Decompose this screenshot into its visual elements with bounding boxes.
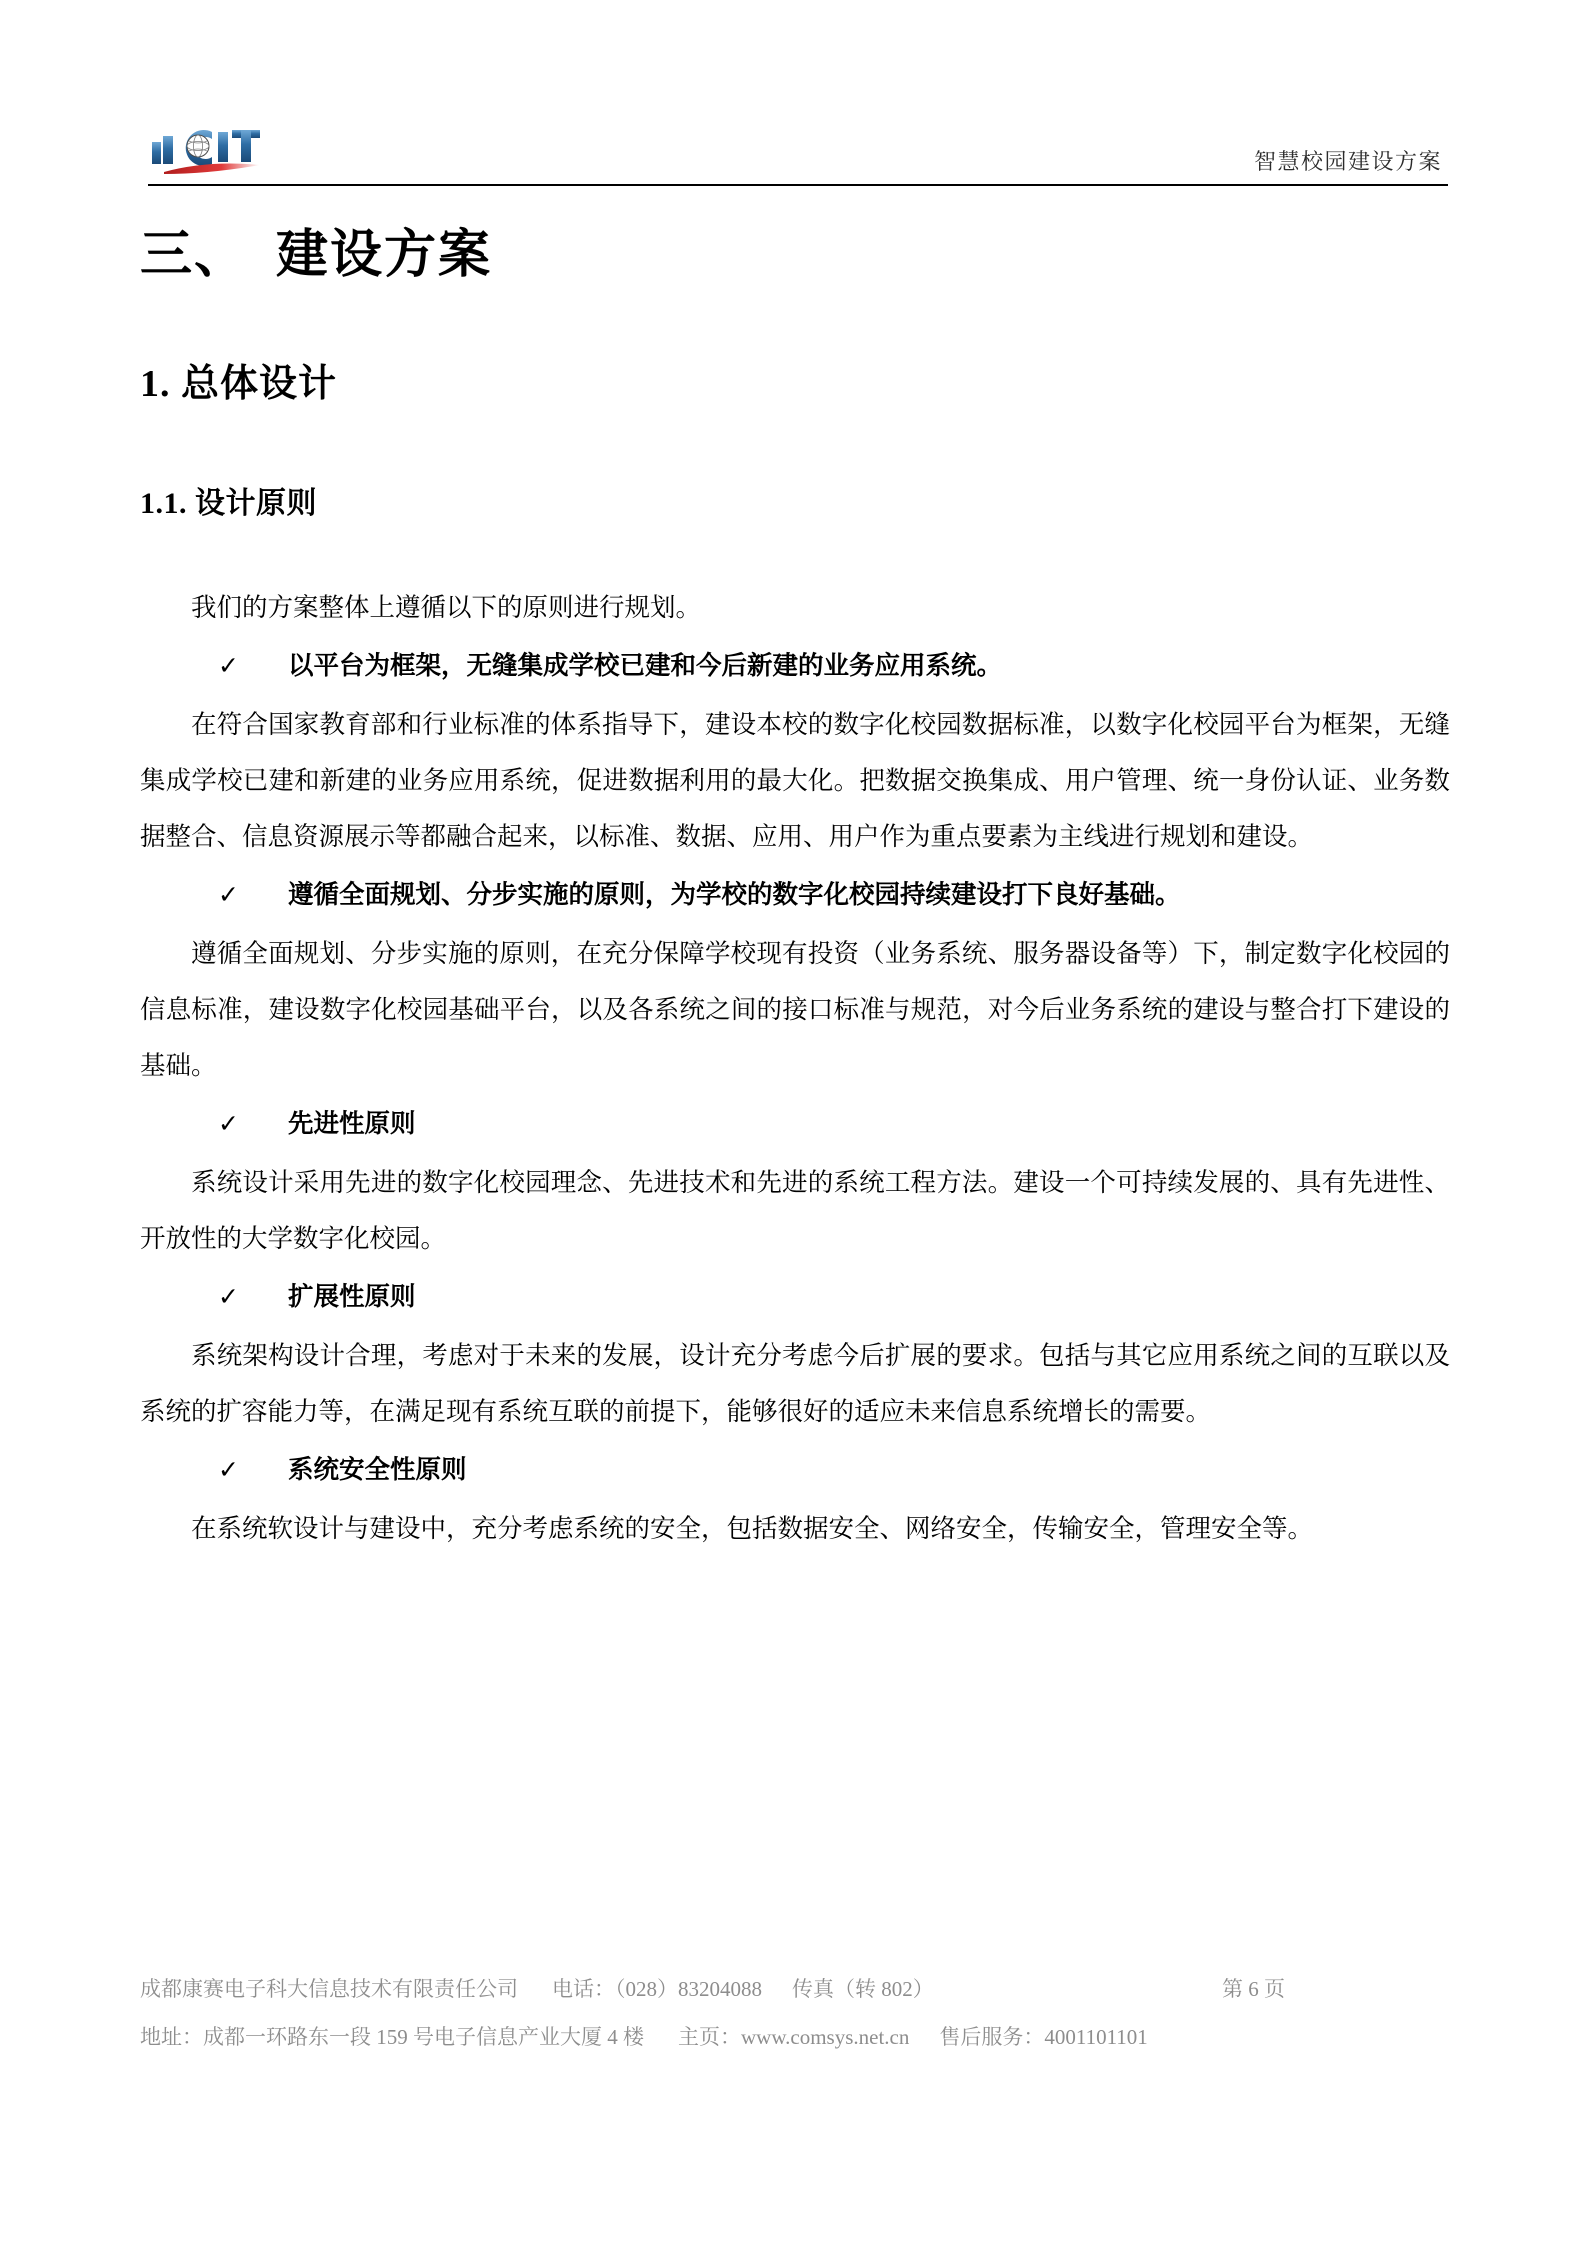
check-icon: ✓ — [218, 1457, 239, 1484]
principle-title: 以平台为框架，无缝集成学校已建和今后新建的业务应用系统。 — [288, 651, 1003, 680]
page-footer — [140, 1965, 1450, 2061]
footer-fax: 传真（转 802） — [792, 1977, 934, 2001]
principle-bullet-2 — [140, 867, 1450, 924]
header-title: 智慧校园建设方案 — [1253, 149, 1442, 174]
principle-bullet-5 — [140, 1442, 1450, 1499]
principle-bullet-1 — [140, 638, 1450, 695]
comsys-it-logo-icon — [148, 116, 268, 178]
footer-service: 售后服务：4001101101 — [939, 2025, 1148, 2049]
chapter-heading: 三、 建设方案 — [140, 227, 493, 284]
footer-address: 地址：成都一环路东一段 159 号电子信息产业大厦 4 楼 — [140, 2025, 644, 2049]
intro-paragraph: 我们的方案整体上遵循以下的原则进行规划。 — [191, 593, 702, 622]
footer-homepage[interactable]: 主页：www.comsys.net.cn — [678, 2025, 910, 2049]
subsection-heading: 1.1. 设计原则 — [140, 487, 317, 520]
principle-title: 先进性原则 — [288, 1109, 416, 1138]
principle-bullet-4 — [140, 1269, 1450, 1326]
header-inner — [148, 92, 1448, 186]
principle-title: 遵循全面规划、分步实施的原则，为学校的数字化校园持续建设打下良好基础。 — [288, 880, 1181, 909]
check-icon: ✓ — [218, 882, 239, 909]
principle-title: 扩展性原则 — [288, 1282, 416, 1311]
principle-title: 系统安全性原则 — [288, 1455, 467, 1484]
principle-paragraph-4: 系统架构设计合理，考虑对于未来的发展，设计充分考虑今后扩展的要求。包括与其它应用系统之间的互联以及系统的扩容能力等，在满足现有系统互联的前提下，能够很好的适应未来信息系统增长的需要。 — [140, 1341, 1450, 1426]
footer-row-1 — [140, 1965, 1450, 2013]
section-heading: 1. 总体设计 — [140, 363, 338, 405]
principle-paragraph-3: 系统设计采用先进的数字化校园理念、先进技术和先进的系统工程方法。建设一个可持续发展的、具有先进性、开放性的大学数字化校园。 — [140, 1168, 1450, 1253]
footer-company: 成都康赛电子科大信息技术有限责任公司 — [140, 1977, 518, 2001]
footer-phone: 电话：（028）83204088 — [552, 1977, 762, 2001]
document-body — [140, 580, 1450, 1559]
principle-bullet-3 — [140, 1096, 1450, 1153]
principle-paragraph-5: 在系统软设计与建设中，充分考虑系统的安全，包括数据安全、网络安全，传输安全，管理安全等。 — [191, 1514, 1314, 1543]
page-header — [148, 92, 1448, 192]
check-icon: ✓ — [218, 653, 239, 680]
principle-paragraph-2: 遵循全面规划、分步实施的原则，在充分保障学校现有投资（业务系统、服务器设备等）下，制定数字化校园的信息标准，建设数字化校园基础平台，以及各系统之间的接口标准与规范，对今后业务系统的建设与整合打下建设的基础。 — [140, 939, 1450, 1080]
check-icon: ✓ — [218, 1284, 239, 1311]
footer-row-2 — [140, 2013, 1450, 2061]
footer-page-number: 第 6 页 — [1222, 1977, 1285, 2001]
check-icon: ✓ — [218, 1111, 239, 1138]
principle-paragraph-1: 在符合国家教育部和行业标准的体系指导下，建设本校的数字化校园数据标准，以数字化校园平台为框架，无缝集成学校已建和新建的业务应用系统，促进数据利用的最大化。把数据交换集成、用户管理、统一身份认证、业务数据整合、信息资源展示等都融合起来，以标准、数据、应用、用户作为重点要素为主线进行规划和建设。 — [140, 710, 1450, 851]
